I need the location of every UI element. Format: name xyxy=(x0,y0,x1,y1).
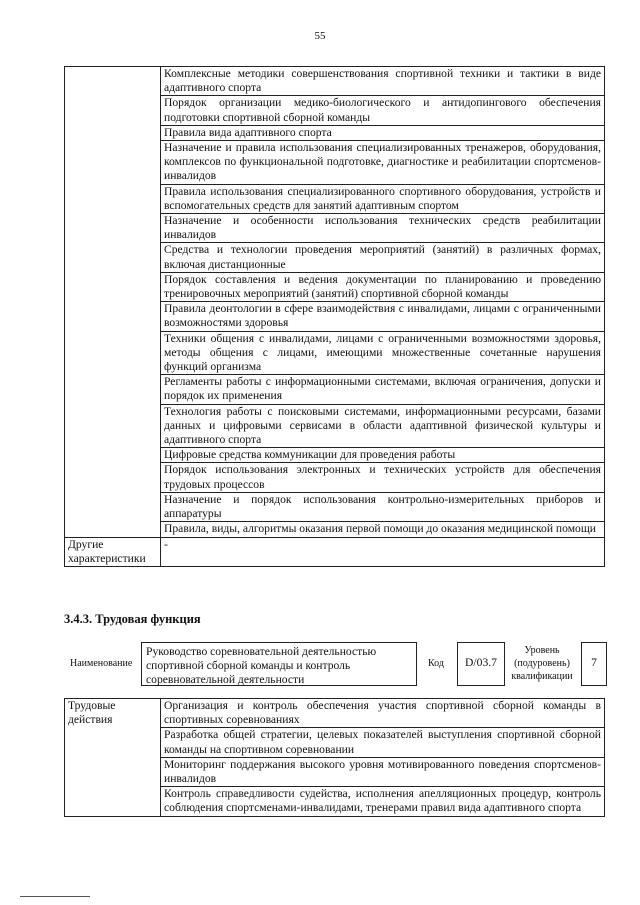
table-cell: Порядок организации медико-биологического и антидопингового обеспечения подготовки спортивной сборной команды xyxy=(161,96,605,125)
table-cell: Комплексные методики совершенствования спортивной техники и тактики в виде адаптивного спорта xyxy=(161,67,605,96)
other-characteristics-label: Другие характеристики xyxy=(65,537,161,566)
table-cell: Назначение и особенности использования технических средств реабилитации инвалидов xyxy=(161,214,605,243)
table-row xyxy=(65,537,605,566)
labor-actions-label: Трудовые действия xyxy=(65,699,161,817)
table-cell: Организация и контроль обеспечения участия спортивной сборной команды в спортивных соревнованиях xyxy=(161,699,605,728)
table-cell: Техники общения с инвалидами, лицами с ограниченными возможностями здоровья, методы общения с лицами, имеющими множественные сочетанные нарушения функций организма xyxy=(161,331,605,375)
table-cell: Правила, виды, алгоритмы оказания первой помощи до оказания медицинской помощи xyxy=(161,522,605,537)
knowledge-table xyxy=(64,66,605,567)
table-row xyxy=(65,699,605,728)
function-code-box: D/03.7 xyxy=(457,642,505,686)
table-row xyxy=(65,67,605,96)
table-cell: Порядок составления и ведения документации по планированию и проведению тренировочных мероприятий (занятий) спортивной сборной команды xyxy=(161,272,605,301)
table-cell: Назначение и правила использования специализированных тренажеров, оборудования, комплексов по функциональной подготовке, диагностике и реабилитации спортсменов-инвалидов xyxy=(161,141,605,185)
table-cell: Назначение и порядок использования контрольно-измерительных приборов и аппаратуры xyxy=(161,492,605,521)
page-number: 55 xyxy=(314,30,326,42)
table-cell: Контроль справедливости судейства, исполнения апелляционных процедур, контроль соблюдения спортсменами-инвалидами, тренерами правил вида адаптивного спорта xyxy=(161,787,605,816)
table-cell: Цифровые средства коммуникации для проведения работы xyxy=(161,448,605,463)
other-characteristics-value: - xyxy=(161,537,605,566)
table-cell: Правила использования специализированного спортивного оборудования, устройств и вспомогательных средств для занятий адаптивным спортом xyxy=(161,184,605,213)
section-title: 3.4.3. Трудовая функция xyxy=(64,612,201,626)
labor-actions-table xyxy=(64,698,605,817)
qualification-level-label: Уровень (подуровень) квалификации xyxy=(511,645,573,682)
empty-label-cell xyxy=(65,67,161,538)
name-label: Наименование xyxy=(70,658,133,669)
code-label: Код xyxy=(428,658,444,669)
table-cell: Технология работы с поисковыми системами, информационными ресурсами, базами данных и цифровыми сервисами в области адаптивной физической культуры и адаптивного спорта xyxy=(161,404,605,448)
function-name-box: Руководство соревновательной деятельностью спортивной сборной команды и контроль соревновательной деятельности xyxy=(141,642,417,686)
footer-divider xyxy=(20,896,90,897)
table-cell: Мониторинг поддержания высокого уровня мотивированного поведения спортсменов-инвалидов xyxy=(161,757,605,786)
table-cell: Средства и технологии проведения мероприятий (занятий) в различных формах, включая дистанционные xyxy=(161,243,605,272)
qualification-level-box: 7 xyxy=(581,642,607,686)
table-cell: Порядок использования электронных и технических устройств для обеспечения трудовых процессов xyxy=(161,463,605,492)
table-cell: Разработка общей стратегии, целевых показателей выступления спортивной сборной команды на спортивном соревновании xyxy=(161,728,605,757)
table-cell: Правила вида адаптивного спорта xyxy=(161,125,605,140)
table-cell: Регламенты работы с информационными системами, включая ограничения, допуски и порядок их применения xyxy=(161,375,605,404)
table-cell: Правила деонтологии в сфере взаимодействия с инвалидами, лицами с ограниченными возможностями здоровья xyxy=(161,302,605,331)
